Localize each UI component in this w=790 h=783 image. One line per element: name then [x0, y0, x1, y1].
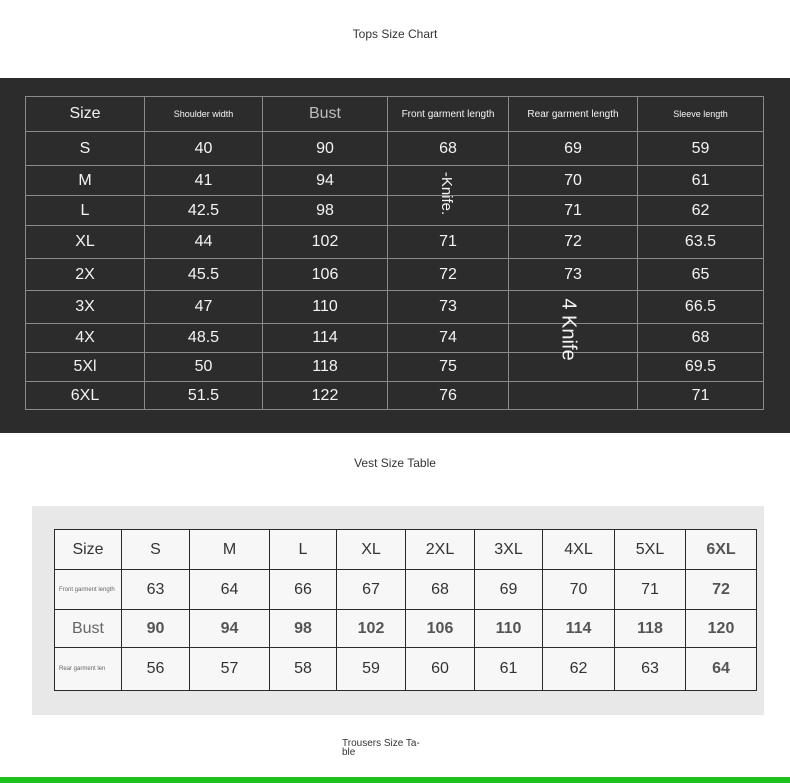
tops-cell: 44: [145, 226, 263, 259]
vest-cell: 56: [122, 648, 190, 691]
tops-cell: 51.5: [145, 382, 263, 410]
tops-cell: 50: [145, 353, 263, 382]
tops-header-rear-length: Rear garment length: [509, 97, 638, 132]
tops-cell: 45.5: [145, 259, 263, 291]
tops-cell: 94: [263, 166, 388, 196]
tops-cell: 71: [388, 226, 509, 259]
tops-row: [26, 226, 764, 259]
tops-cell: 110: [263, 291, 388, 324]
tops-cell: 62: [638, 196, 764, 226]
vest-cell: 66: [270, 570, 337, 610]
vest-cell: 106: [406, 610, 475, 648]
tops-cell: 71: [638, 382, 764, 410]
vest-cell: 90: [122, 610, 190, 648]
tops-cell: 3X: [26, 291, 145, 324]
tops-cell: 40: [145, 132, 263, 166]
vest-cell: 102: [337, 610, 406, 648]
tops-cell: 75: [388, 353, 509, 382]
tops-cell: 66.5: [638, 291, 764, 324]
tops-cell: 65: [638, 259, 764, 291]
front-length-merged-note: -Knife.: [438, 171, 456, 216]
vest-size: 2XL: [406, 530, 475, 570]
vest-rear-label: Rear garment len: [55, 648, 122, 691]
trousers-title-line-2: ble: [342, 747, 356, 758]
tops-row: [26, 291, 764, 324]
tops-header-size: Size: [26, 97, 145, 132]
tops-cell: 114: [263, 324, 388, 353]
tops-cell: 74: [388, 324, 509, 353]
tops-cell: 68: [638, 324, 764, 353]
vest-bust-row: [55, 610, 757, 648]
vest-cell: 114: [543, 610, 615, 648]
vest-cell: 69: [475, 570, 543, 610]
vest-size: 3XL: [475, 530, 543, 570]
vest-size: L: [270, 530, 337, 570]
tops-cell: 42.5: [145, 196, 263, 226]
tops-cell: 72: [388, 259, 509, 291]
tops-size-table: [25, 96, 764, 410]
tops-row: [26, 259, 764, 291]
tops-cell: 69.5: [638, 353, 764, 382]
vest-cell: 98: [270, 610, 337, 648]
vest-cell: 64: [686, 648, 757, 691]
tops-cell: 6XL: [26, 382, 145, 410]
vest-cell: 120: [686, 610, 757, 648]
rear-length-merged-note: 4 Knife: [557, 298, 580, 361]
tops-cell: 122: [263, 382, 388, 410]
tops-row: [26, 166, 764, 196]
vest-cell: 71: [615, 570, 686, 610]
vest-front-row: [55, 570, 757, 610]
vest-size: S: [122, 530, 190, 570]
tops-cell: 90: [263, 132, 388, 166]
tops-header-front-length: Front garment length: [388, 97, 509, 132]
tops-cell: 72: [509, 226, 638, 259]
vest-header-size: Size: [55, 530, 122, 570]
tops-cell: 2X: [26, 259, 145, 291]
vest-cell: 68: [406, 570, 475, 610]
tops-cell: 76: [388, 382, 509, 410]
vest-cell: 62: [543, 648, 615, 691]
tops-size-chart-title: Tops Size Chart: [352, 27, 438, 41]
tops-cell: 118: [263, 353, 388, 382]
tops-cell: 5Xl: [26, 353, 145, 382]
tops-header-row: [26, 97, 764, 132]
tops-cell: 4X: [26, 324, 145, 353]
tops-cell: 73: [509, 259, 638, 291]
trousers-size-table-title: [342, 739, 452, 757]
vest-cell: 63: [122, 570, 190, 610]
vest-cell: 59: [337, 648, 406, 691]
vest-size: M: [190, 530, 270, 570]
vest-size-table: [54, 529, 757, 691]
vest-size: 5XL: [615, 530, 686, 570]
vest-size: 6XL: [686, 530, 757, 570]
tops-cell: 106: [263, 259, 388, 291]
tops-cell: 102: [263, 226, 388, 259]
tops-cell: 48.5: [145, 324, 263, 353]
tops-cell: 73: [388, 291, 509, 324]
vest-rear-row: [55, 648, 757, 691]
tops-cell: 63.5: [638, 226, 764, 259]
vest-size-row: [55, 530, 757, 570]
vest-cell: 58: [270, 648, 337, 691]
tops-row: [26, 132, 764, 166]
tops-cell: 47: [145, 291, 263, 324]
vest-cell: 118: [615, 610, 686, 648]
vest-size-table-title: Vest Size Table: [354, 456, 436, 470]
tops-cell: 71: [509, 196, 638, 226]
tops-cell: 98: [263, 196, 388, 226]
vest-front-label: Front garment length: [55, 570, 122, 610]
tops-cell: S: [26, 132, 145, 166]
vest-cell: 60: [406, 648, 475, 691]
vest-cell: 94: [190, 610, 270, 648]
tops-header-bust: Bust: [263, 97, 388, 132]
tops-cell: 59: [638, 132, 764, 166]
tops-row: [26, 324, 764, 353]
vest-cell: 72: [686, 570, 757, 610]
tops-cell: [509, 382, 638, 410]
vest-cell: 110: [475, 610, 543, 648]
tops-cell: 41: [145, 166, 263, 196]
tops-header-sleeve: Sleeve length: [638, 97, 764, 132]
tops-cell: L: [26, 196, 145, 226]
tops-row: [26, 196, 764, 226]
vest-cell: 61: [475, 648, 543, 691]
tops-cell: M: [26, 166, 145, 196]
tops-header-shoulder: Shoulder width: [145, 97, 263, 132]
vest-cell: 63: [615, 648, 686, 691]
vest-cell: 67: [337, 570, 406, 610]
vest-cell: 57: [190, 648, 270, 691]
vest-bust-label: Bust: [55, 610, 122, 648]
tops-row: [26, 353, 764, 382]
vest-size: 4XL: [543, 530, 615, 570]
tops-cell: 70: [509, 166, 638, 196]
tops-cell: 68: [388, 132, 509, 166]
tops-row: [26, 382, 764, 410]
tops-cell: 69: [509, 132, 638, 166]
vest-cell: 64: [190, 570, 270, 610]
trousers-title-line-1: Trousers Size Ta-: [342, 738, 420, 749]
tops-cell: XL: [26, 226, 145, 259]
bottom-green-divider: [0, 777, 790, 783]
vest-size: XL: [337, 530, 406, 570]
tops-cell: 61: [638, 166, 764, 196]
vest-cell: 70: [543, 570, 615, 610]
